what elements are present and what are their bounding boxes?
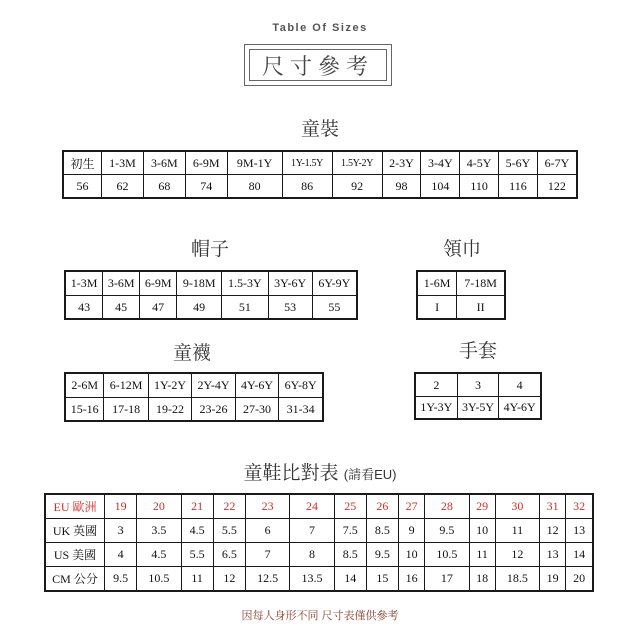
clothing-header-cell: 1Y-1.5Y <box>282 151 332 175</box>
shoes-value-cell: 13.5 <box>290 567 334 592</box>
shoes-value-cell: 30 <box>495 494 539 519</box>
shoes-value-cell: 14 <box>566 543 593 567</box>
shoes-value-cell: 4 <box>105 543 137 567</box>
clothing-value-cell: 104 <box>421 175 460 199</box>
shoes-value-cell: 11 <box>495 519 539 543</box>
shoes-value-cell: 5.5 <box>181 543 213 567</box>
shoes-value-cell: 12 <box>495 543 539 567</box>
socks-header-row <box>65 373 323 398</box>
hats-value-cell: 51 <box>222 296 268 320</box>
hats-value-cell: 47 <box>140 296 177 320</box>
clothing-section-title: 童裝 <box>300 119 339 140</box>
shoes-value-cell: 18.5 <box>495 567 539 592</box>
clothing-header-cell: 1-3M <box>102 151 144 175</box>
scarves-section-title: 領巾 <box>442 239 481 260</box>
shoes-value-cell: 11 <box>181 567 213 592</box>
hats-value-row <box>65 296 357 320</box>
gloves-header-cell: 3 <box>457 373 499 397</box>
gloves-size-table <box>414 372 542 420</box>
clothing-value-cell: 62 <box>102 175 144 199</box>
clothing-header-cell: 3-4Y <box>421 151 460 175</box>
clothing-header-cell: 3-6M <box>143 151 185 175</box>
hats-value-cell: 43 <box>65 296 103 320</box>
shoes-title-text: 童鞋比對表 <box>243 463 339 484</box>
clothing-value-cell: 122 <box>537 175 577 199</box>
gloves-value-row <box>415 397 541 420</box>
shoes-value-cell: 3.5 <box>137 519 181 543</box>
shoes-value-cell: 18 <box>469 567 495 592</box>
scarves-header-row <box>417 271 505 296</box>
shoes-value-cell: 5.5 <box>213 519 245 543</box>
shoes-value-cell: 9 <box>399 519 425 543</box>
scarves-header-cell: 7-18M <box>457 271 505 296</box>
shoes-value-cell: 10 <box>399 543 425 567</box>
shoes-value-cell: 12 <box>540 519 566 543</box>
clothing-value-row <box>63 175 577 199</box>
shoes-value-cell: 13 <box>566 519 593 543</box>
shoes-value-cell: 23 <box>245 494 289 519</box>
shoes-value-cell: 20 <box>566 567 593 592</box>
shoes-value-cell: 17 <box>425 567 469 592</box>
shoes-row-label: EU 歐洲 <box>45 494 105 519</box>
shoes-value-cell: 21 <box>181 494 213 519</box>
shoes-value-cell: 8 <box>290 543 334 567</box>
shoes-section-title <box>200 458 440 485</box>
clothing-header-cell: 1.5Y-2Y <box>332 151 382 175</box>
socks-value-cell: 23-26 <box>192 398 236 422</box>
size-reference-title: 尺寸參考 <box>249 49 387 81</box>
clothing-header-cell: 6-7Y <box>537 151 577 175</box>
clothing-value-cell: 116 <box>499 175 538 199</box>
socks-value-row <box>65 398 323 422</box>
hats-value-cell: 53 <box>268 296 312 320</box>
hats-header-cell: 3-6M <box>103 271 140 296</box>
size-reference-title-box <box>244 44 392 86</box>
shoes-value-cell: 10 <box>469 519 495 543</box>
shoes-value-cell: 22 <box>213 494 245 519</box>
table-of-sizes-heading: Table Of Sizes <box>272 22 368 34</box>
hats-header-cell: 3Y-6Y <box>268 271 312 296</box>
hats-header-cell: 9-18M <box>177 271 222 296</box>
hats-header-cell: 1.5-3Y <box>222 271 268 296</box>
hats-value-cell: 49 <box>177 296 222 320</box>
shoes-value-cell: 15 <box>366 567 398 592</box>
shoes-value-cell: 19 <box>105 494 137 519</box>
socks-header-cell: 2-6M <box>65 373 104 398</box>
clothing-value-cell: 86 <box>282 175 332 199</box>
shoes-value-cell: 10.5 <box>425 543 469 567</box>
shoes-row-label: CM 公分 <box>45 567 105 592</box>
gloves-section-title: 手套 <box>458 341 497 362</box>
shoes-value-cell: 7.5 <box>334 519 366 543</box>
clothing-header-cell: 6-9M <box>185 151 227 175</box>
socks-size-table <box>64 372 324 422</box>
hats-header-row <box>65 271 357 296</box>
gloves-value-cell: 4Y-6Y <box>499 397 541 420</box>
shoes-value-cell: 16 <box>399 567 425 592</box>
shoes-value-cell: 4.5 <box>181 519 213 543</box>
shoes-row <box>45 567 593 592</box>
shoes-value-cell: 7 <box>245 543 289 567</box>
shoes-value-cell: 7 <box>290 519 334 543</box>
hats-header-cell: 1-3M <box>65 271 103 296</box>
hats-header-cell: 6Y-9Y <box>312 271 357 296</box>
clothing-value-cell: 92 <box>332 175 382 199</box>
shoes-value-cell: 8.5 <box>334 543 366 567</box>
socks-value-cell: 17-18 <box>104 398 148 422</box>
gloves-header-cell: 2 <box>415 373 457 397</box>
hats-size-table <box>64 270 358 320</box>
hats-value-cell: 45 <box>103 296 140 320</box>
scarves-value-row <box>417 296 505 320</box>
shoes-value-cell: 3 <box>105 519 137 543</box>
hats-value-cell: 55 <box>312 296 357 320</box>
shoes-value-cell: 6.5 <box>213 543 245 567</box>
socks-header-cell: 6-12M <box>104 373 148 398</box>
scarves-value-cell: I <box>417 296 457 320</box>
shoes-row <box>45 494 593 519</box>
clothing-value-cell: 110 <box>460 175 499 199</box>
socks-header-cell: 4Y-6Y <box>235 373 279 398</box>
clothing-size-table <box>62 150 578 199</box>
shoes-value-cell: 24 <box>290 494 334 519</box>
shoes-row-label: UK 英國 <box>45 519 105 543</box>
shoes-value-cell: 11 <box>469 543 495 567</box>
shoes-value-cell: 14 <box>334 567 366 592</box>
clothing-value-cell: 74 <box>185 175 227 199</box>
scarves-value-cell: II <box>457 296 505 320</box>
clothing-header-cell: 初生 <box>63 151 102 175</box>
clothing-header-cell: 9M-1Y <box>227 151 282 175</box>
shoes-value-cell: 20 <box>137 494 181 519</box>
shoes-value-cell: 27 <box>399 494 425 519</box>
shoes-value-cell: 19 <box>540 567 566 592</box>
socks-header-cell: 6Y-8Y <box>279 373 323 398</box>
clothing-value-cell: 68 <box>143 175 185 199</box>
scarves-header-cell: 1-6M <box>417 271 457 296</box>
disclaimer-footer: 因每人身形不同 尺寸表僅供參考 <box>241 610 399 622</box>
shoes-value-cell: 31 <box>540 494 566 519</box>
shoes-value-cell: 8.5 <box>366 519 398 543</box>
shoes-value-cell: 13 <box>540 543 566 567</box>
shoes-value-cell: 25 <box>334 494 366 519</box>
shoes-value-cell: 9.5 <box>366 543 398 567</box>
scarves-size-table <box>416 270 506 320</box>
socks-value-cell: 27-30 <box>235 398 279 422</box>
shoes-value-cell: 6 <box>245 519 289 543</box>
hats-header-cell: 6-9M <box>140 271 177 296</box>
socks-value-cell: 31-34 <box>279 398 323 422</box>
clothing-header-row <box>63 151 577 175</box>
shoes-value-cell: 28 <box>425 494 469 519</box>
shoes-row <box>45 543 593 567</box>
socks-section-title: 童襪 <box>172 343 211 364</box>
shoes-value-cell: 32 <box>566 494 593 519</box>
shoes-row-label: US 美國 <box>45 543 105 567</box>
shoes-value-cell: 4.5 <box>137 543 181 567</box>
shoes-value-cell: 12 <box>213 567 245 592</box>
clothing-header-cell: 4-5Y <box>460 151 499 175</box>
shoes-value-cell: 9.5 <box>425 519 469 543</box>
gloves-value-cell: 3Y-5Y <box>457 397 499 420</box>
clothing-value-cell: 98 <box>382 175 421 199</box>
gloves-header-row <box>415 373 541 397</box>
socks-value-cell: 19-22 <box>148 398 192 422</box>
shoes-value-cell: 29 <box>469 494 495 519</box>
socks-header-cell: 1Y-2Y <box>148 373 192 398</box>
shoes-title-note: (請看EU) <box>343 467 397 482</box>
shoes-row <box>45 519 593 543</box>
hats-section-title: 帽子 <box>190 239 229 260</box>
clothing-header-cell: 5-6Y <box>499 151 538 175</box>
socks-value-cell: 15-16 <box>65 398 104 422</box>
clothing-header-cell: 2-3Y <box>382 151 421 175</box>
shoes-value-cell: 9.5 <box>105 567 137 592</box>
gloves-header-cell: 4 <box>499 373 541 397</box>
clothing-value-cell: 80 <box>227 175 282 199</box>
clothing-value-cell: 56 <box>63 175 102 199</box>
gloves-value-cell: 1Y-3Y <box>415 397 457 420</box>
shoes-value-cell: 12.5 <box>245 567 289 592</box>
shoes-value-cell: 10.5 <box>137 567 181 592</box>
shoes-size-table <box>44 493 594 592</box>
shoes-value-cell: 26 <box>366 494 398 519</box>
socks-header-cell: 2Y-4Y <box>192 373 236 398</box>
